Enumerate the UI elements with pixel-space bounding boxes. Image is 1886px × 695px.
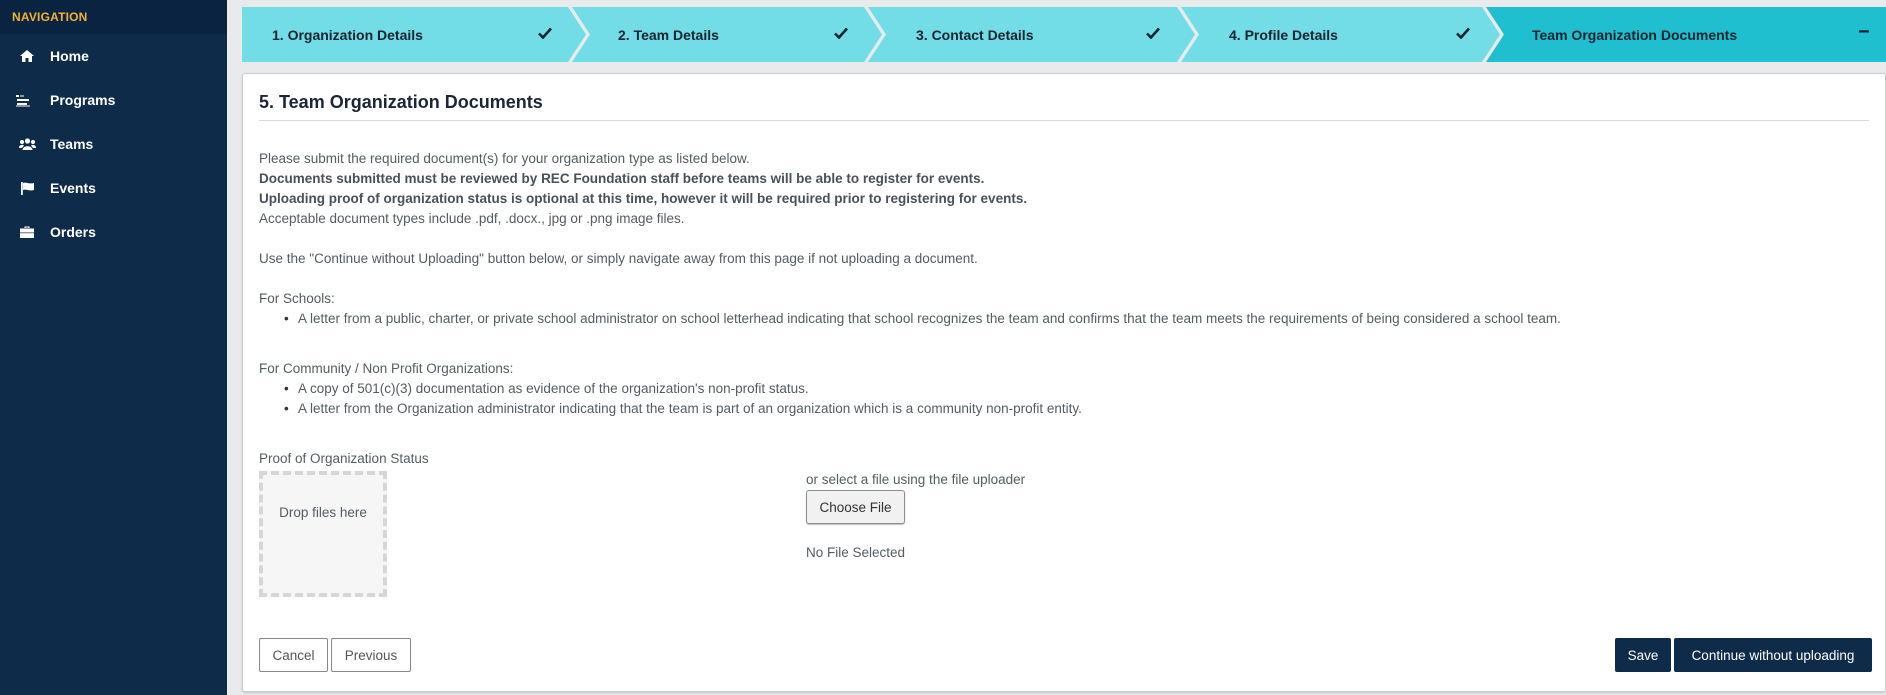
list-item: • A letter from the Organization administrator indicating that the team is part of an organization which is a community non-profit entity. (298, 401, 1082, 416)
collapse-icon[interactable]: − (1858, 21, 1870, 43)
previous-button[interactable]: Previous (331, 638, 411, 672)
cancel-button[interactable]: Cancel (259, 638, 328, 672)
check-icon (1456, 26, 1470, 44)
step-label: 1. Organization Details (272, 27, 423, 43)
upload-label: Proof of Organization Status (259, 451, 429, 466)
step-label: 4. Profile Details (1229, 27, 1338, 43)
home-icon (16, 50, 38, 62)
intro-text: Please submit the required document(s) for your organization type as listed below. (259, 151, 750, 166)
continue-hint-text: Use the "Continue without Uploading" button below, or simply navigate away from this page if not uploading a document. (259, 251, 978, 266)
page-title: 5. Team Organization Documents (259, 92, 543, 112)
step-label: Team Organization Documents (1532, 27, 1738, 43)
title-divider (259, 120, 1869, 121)
step-label: 3. Contact Details (916, 27, 1034, 43)
step-contact-details[interactable] (868, 7, 1181, 62)
sidebar-item-programs[interactable] (0, 78, 227, 122)
file-dropzone[interactable]: Drop files here (259, 471, 387, 597)
sidebar-item-label: Teams (50, 136, 94, 152)
sidebar-item-events[interactable] (0, 166, 227, 210)
teams-icon (16, 138, 38, 150)
sidebar-item-label: Events (50, 180, 96, 196)
save-button[interactable]: Save (1615, 638, 1671, 672)
step-label: 2. Team Details (618, 27, 719, 43)
briefcase-icon (16, 226, 38, 238)
step-team-organization-documents[interactable] (1486, 7, 1886, 62)
documents-card (242, 73, 1886, 692)
schools-heading: For Schools: (259, 291, 335, 306)
flag-icon (16, 182, 38, 195)
sidebar-item-label: Home (50, 48, 89, 64)
step-profile-details[interactable] (1181, 7, 1486, 62)
sidebar-item-label: Programs (50, 92, 116, 108)
optional-notice: Uploading proof of organization status is optional at this time, however it will be required prior to registering for events. (259, 191, 1028, 206)
check-icon (1146, 26, 1160, 44)
sidebar-item-home[interactable] (0, 34, 227, 78)
check-icon (538, 26, 552, 44)
list-item: • A copy of 501(c)(3) documentation as evidence of the organization's non-profit status. (298, 381, 809, 396)
programs-icon (12, 94, 34, 107)
check-icon (834, 26, 848, 44)
sidebar-item-label: Orders (50, 224, 96, 240)
sidebar (0, 0, 227, 695)
file-status: No File Selected (806, 545, 906, 560)
accepted-types-text: Acceptable document types include .pdf, .docx., jpg or .png image files. (259, 211, 685, 226)
continue-without-uploading-button[interactable]: Continue without uploading (1674, 638, 1872, 672)
list-item: • A letter from a public, charter, or private school administrator on school letterhead indicating that school recognizes the team and confirms that the team meets the requirements of being considered a school team. (298, 311, 1561, 326)
wizard-stepper (242, 7, 1886, 62)
step-team-details[interactable] (572, 7, 868, 62)
choose-file-button[interactable]: Choose File (806, 490, 905, 524)
sidebar-item-orders[interactable] (0, 210, 227, 254)
sidebar-item-teams[interactable] (0, 122, 227, 166)
nav-header: NAVIGATION (0, 0, 227, 34)
nonprofits-heading: For Community / Non Profit Organizations: (259, 361, 514, 376)
review-notice: Documents submitted must be reviewed by REC Foundation staff before teams will be able to register for events. (259, 171, 985, 186)
step-organization-details[interactable] (242, 7, 572, 62)
uploader-label: or select a file using the file uploader (806, 472, 1026, 487)
